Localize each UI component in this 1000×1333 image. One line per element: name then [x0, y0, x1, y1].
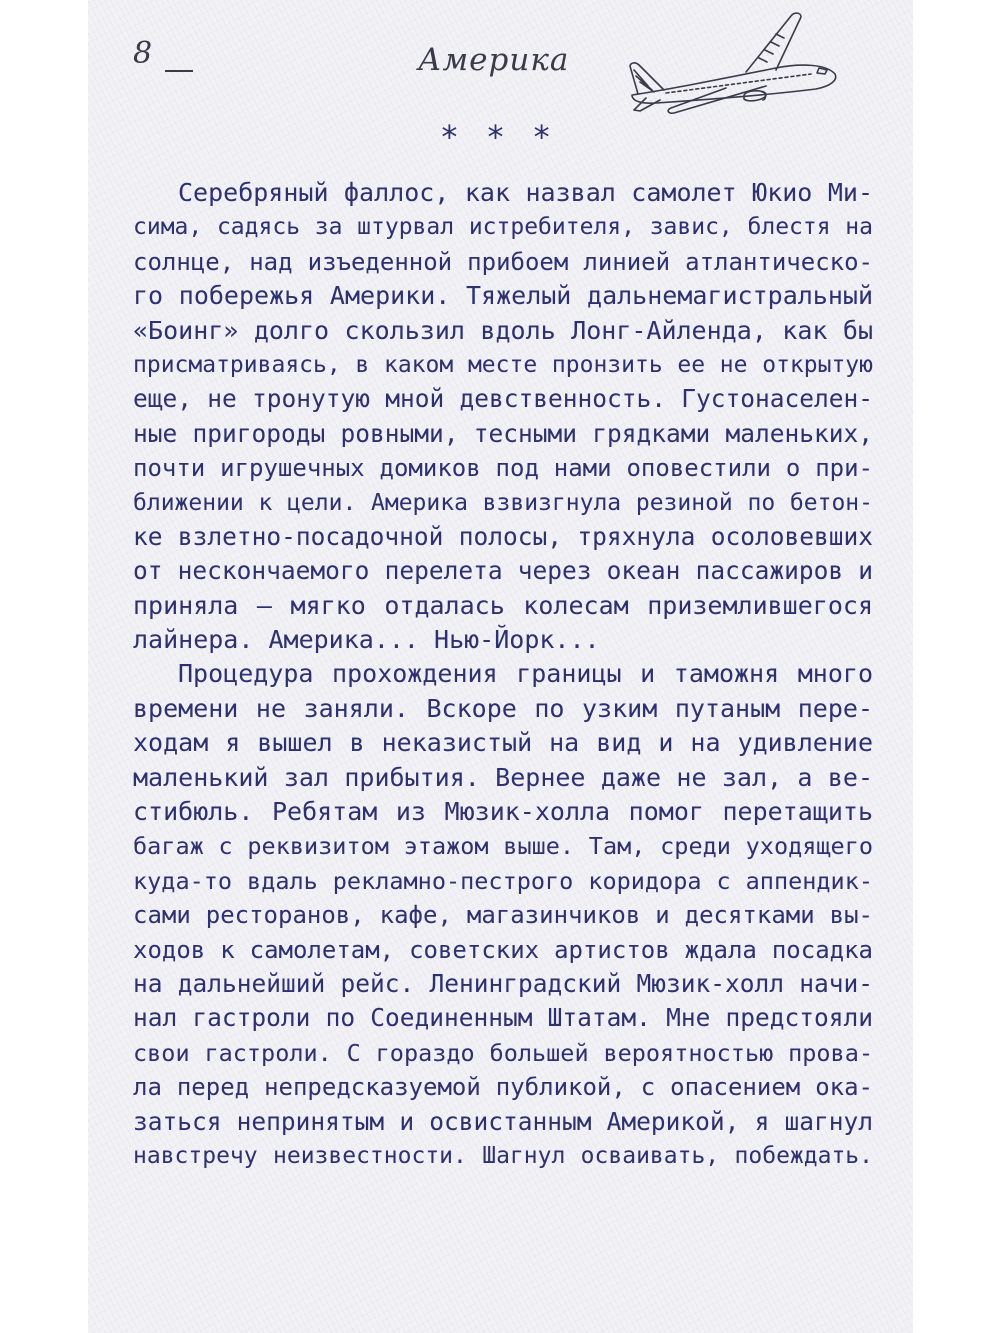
text-line: сима, садясь за штурвал истребителя, завис, блестя на — [133, 214, 873, 241]
paragraph — [133, 176, 873, 657]
text-line: лайнера. Америка... Нью-Йорк... — [133, 625, 600, 655]
text-line: куда-то вдаль рекламно-пестрого коридора с аппендик- — [133, 866, 873, 895]
section-ornament: * * * — [441, 118, 560, 156]
text-line: солнце, над изъеденной прибоем линией атлантическо- — [133, 247, 873, 276]
page-number-dash — [165, 70, 193, 72]
text-line: ке взлетно-посадочной полосы, тряхнула осоловевших — [133, 521, 873, 551]
text-line: Серебряный фаллос, как назвал самолет Юкио Ми- — [178, 178, 873, 207]
text-line: еще, не тронутую мной девственность. Густонаселен- — [133, 384, 873, 414]
text-line: свои гастроли. С гораздо большей вероятностью прова- — [133, 1038, 873, 1067]
text-line: присматриваясь, в каком месте пронзить ее не открытую — [133, 351, 873, 378]
text-line: навстречу неизвестности. Шагнул осваивать, побеждать. — [133, 1142, 873, 1169]
text-line: ближении к цели. Америка взвизгнула резиной по бетон- — [133, 489, 873, 516]
text-line: ходов к самолетам, советских артистов ждала посадка — [133, 935, 873, 964]
page-number: 8 — [133, 36, 154, 71]
book-page — [88, 0, 913, 1333]
text-line: багаж с реквизитом этажом выше. Там, среди уходящего — [133, 832, 873, 861]
running-title: Америка — [418, 42, 570, 78]
text-line: на дальнейший рейс. Ленинградский Мюзик-холл начи- — [133, 968, 873, 998]
text-line: маленький зал прибытия. Вернее даже не зал, а ве- — [133, 762, 873, 792]
text-line: заться непринятым и освистанным Америкой, я шагнул — [133, 1106, 873, 1136]
text-line: Процедура прохождения границы и таможня много — [178, 659, 873, 689]
airplane-icon — [626, 4, 841, 116]
text-line: стибюль. Ребятам из Мюзик-холла помог перетащить — [133, 797, 873, 827]
text-line: ла перед непредсказуемой публикой, с опасением ока- — [133, 1073, 873, 1102]
text-line: времени не заняли. Вскоре по узким путаным пере- — [133, 693, 873, 723]
text-line: «Боинг» долго скользил вдоль Лонг-Айленда, как бы — [133, 315, 873, 345]
text-line: почти игрушечных домиков под нами оповестили о при- — [133, 454, 873, 483]
text-line: от нескончаемого перелета через океан пассажиров и — [133, 556, 873, 586]
body-text — [133, 176, 873, 1173]
text-line: нал гастроли по Соединенным Штатам. Мне предстояли — [133, 1003, 873, 1033]
text-line: ные пригороды ровными, тесными грядками маленьких, — [133, 418, 873, 448]
paragraph — [133, 657, 873, 1173]
text-line: ходам я вышел в неказистый на вид и на удивление — [133, 728, 873, 758]
text-line: го побережья Америки. Тяжелый дальнемагистральный — [133, 281, 873, 311]
text-line: приняла — мягко отдалась колесам приземлившегося — [133, 590, 873, 620]
text-line: сами ресторанов, кафе, магазинчиков и десятками вы- — [133, 901, 873, 930]
